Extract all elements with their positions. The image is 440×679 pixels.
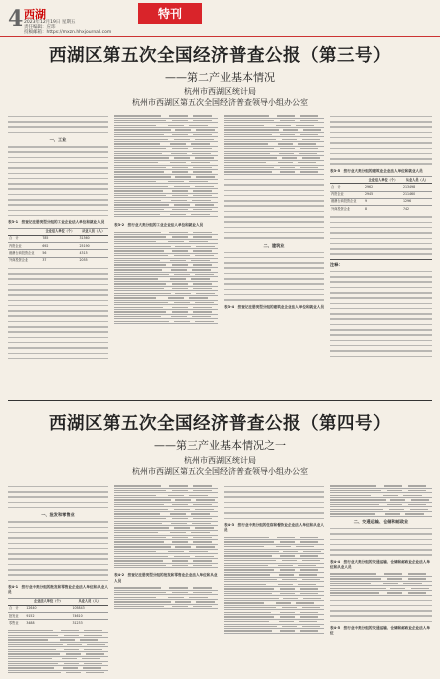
table-industry-by-registration: 企业法人单位（个） 从业人员（人） 合 计 785 31560 内资企业 692 25190 港澳台商投资企业 56 4315 外商投资企业 37 2055 [8,228,108,264]
header-rule [0,36,440,37]
table-caption: 表3-5 按行业大类分组的建筑业企业法人单位和就业人员 [330,168,423,173]
body-text [8,521,108,581]
table-lodging-continued [330,484,432,517]
table-row: 合 计 785 31560 [8,235,108,242]
body-text [330,116,432,165]
table-row: 批发业 9152 74610 [8,613,108,620]
table-industry-by-sector [114,114,218,217]
section-banner: 特刊 [138,3,202,24]
article1-subtitle: ——第二产业基本情况 [165,71,275,84]
article1-column-2 [114,112,218,394]
table-row: 港澳台商投资企业 9 1296 [330,198,432,205]
email-line: 投稿邮箱：https://mxzn.hhxjournal.com [24,30,112,35]
article1-column-4 [330,112,432,394]
table-building-by-registration: 企业法人单位（个） 从业人员（人） 合 计 2962 213498 内资企业 2945 211460 港澳台商投资企业 9 1296 外商投资企业 8 742 [330,176,432,212]
body-text [224,486,324,519]
article2-issuer-2: 杭州市西湖区第五次全国经济普查领导小组办公室 [132,467,308,476]
section-heading-transport: 二、交通运输、仓储和邮政业 [353,518,409,524]
table-caption: 表3-1 按登记注册类型分组的工业企业法人单位和就业人员 [8,220,105,225]
table-wholesale-continued [114,484,218,568]
article1-column-1 [8,112,108,394]
article2-column-1 [8,482,108,674]
body-text [8,116,108,133]
table-industry-continued [224,114,324,175]
body-text [330,528,432,556]
article1-column-3 [224,112,324,394]
section-heading-wholesale: 一、批发和零售业 [41,512,75,518]
page-header [8,6,432,36]
article1-issuer-2: 杭州市西湖区第五次全国经济普查领导小组办公室 [132,98,308,107]
body-text [8,268,108,360]
table-caption: 表4-5 按行业中类分组的交通运输、仓储和邮政业企业法人单位 [330,626,430,636]
article2-subtitle: ——第三产业基本情况之一 [154,439,286,452]
editor-line: 责任编辑：应玮 [24,25,56,30]
article2-column-2 [114,482,218,674]
table-caption: 表4-1 按行业中类分组的批发和零售业企业法人单位和从业人员 [8,584,108,595]
table-wholesale-by-registration [114,586,218,609]
body-text [224,252,324,301]
table-row: 合 计 2962 213498 [330,184,432,191]
article1-issuer-1: 杭州市西湖区统计局 [184,87,256,96]
table-industry-by-division [114,230,218,324]
body-text [8,486,108,509]
table-wholesale-detail [8,629,108,674]
table-caption: 表4-2 按登记注册类型分组的批发和零售业企业法人单位和从业人员 [114,573,218,583]
date-line: 2023年12月19日 星期五 [24,20,76,25]
table-row: 内资企业 2945 211460 [330,191,432,198]
table-row: 外商投资企业 8 742 [330,206,432,213]
article2-issuer-1: 杭州市西湖区统计局 [184,456,256,465]
newspaper-logo: 西湖 [24,8,46,21]
table-row: 港澳台商投资企业 56 4315 [8,250,108,257]
note-text [330,271,432,357]
page-number: 4 [8,6,24,32]
table-row: 外商投资企业 37 2055 [8,257,108,264]
article2-column-4 [330,482,432,674]
table-row: 内资企业 692 25190 [8,243,108,250]
table-caption: 表4-4 按行业大类分组的交通运输、仓储和邮政业企业法人单位和从业人员 [330,559,430,569]
note-block [330,259,432,357]
article1-headline: 西湖区第五次全国经济普查公报（第三号） [49,46,391,66]
table-row: 零售业 3488 31233 [8,620,108,627]
article2-column-3 [224,482,324,674]
body-text [330,600,432,623]
table-lodging-by-sector [224,535,324,633]
table-row: 合 计 12640 105843 [8,605,108,612]
body-text [8,146,108,216]
section-heading-industry: 一、工业 [49,136,67,142]
article2-headline: 西湖区第五次全国经济普查公报（第四号） [49,414,391,434]
table-caption: 表4-3 按行业中类分组的住宿和餐饮业企业法人单位和从业人员 [224,522,324,533]
body-text [330,216,432,255]
table-wholesale-by-sector: 企业法人单位（个） 从业人员（人） 合 计 12640 105843 批发业 9152 74610 零售业 3488 31233 [8,598,108,627]
article-divider [8,400,432,401]
note-label: 注释： [330,261,343,267]
table-caption: 表3-4 按登记注册类型分组的建筑业企业法人单位和就业人员 [224,304,324,309]
table-transport-by-division [330,572,432,595]
section-heading-building: 二、建筑业 [263,242,285,248]
table-caption: 表3-2 按行业大类分组的工业企业法人单位和就业人员 [114,223,204,228]
body-text [224,179,324,239]
